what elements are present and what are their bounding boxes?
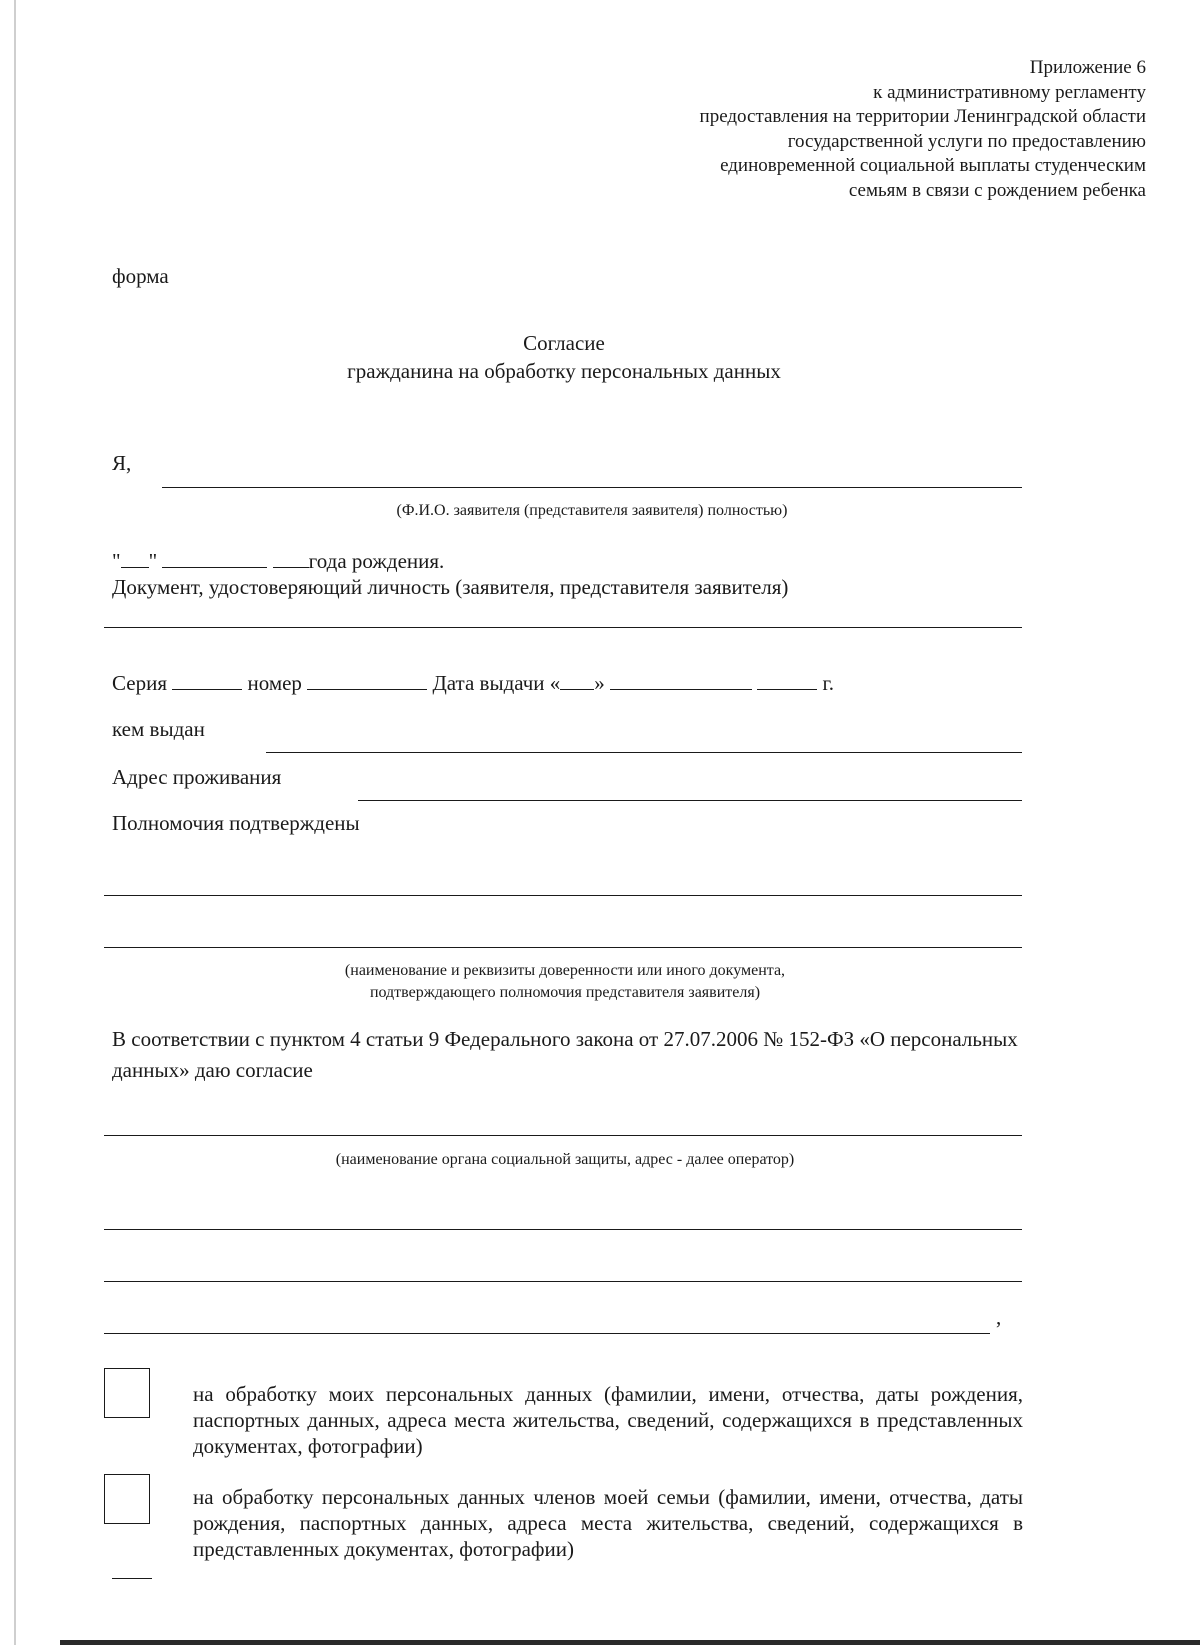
- issued-by-field[interactable]: [266, 752, 1022, 753]
- header-line: к административному регламенту: [873, 81, 1146, 103]
- title-line-2: гражданина на обработку персональных данных: [347, 359, 781, 383]
- issue-day-field[interactable]: [560, 669, 594, 690]
- issue-date-close: »: [594, 671, 605, 695]
- scan-bottom-edge: [60, 1640, 1200, 1645]
- header-line: государственной услуги по предоставлению: [787, 130, 1146, 152]
- authority-label: Полномочия подтверждены: [112, 811, 360, 835]
- operator-caption: (наименование органа социальной защиты, адрес - далее оператор): [335, 1151, 795, 1168]
- authority-caption: [162, 960, 968, 1004]
- header-line: единовременной социальной выплаты студенческим: [720, 155, 1146, 176]
- trailing-dash: [112, 1578, 152, 1579]
- issue-month-field[interactable]: [610, 669, 752, 690]
- year-suffix: г.: [822, 671, 835, 695]
- fullname-caption: (Ф.И.О. заявителя (представителя заявителя) полностью): [396, 502, 788, 519]
- consent-own-data-checkbox[interactable]: [104, 1368, 150, 1418]
- birth-suffix: года рождения.: [308, 549, 445, 573]
- document-title: [112, 329, 1016, 385]
- series-label: Серия: [112, 671, 167, 695]
- birth-day-field[interactable]: [121, 547, 149, 568]
- consent-paragraph: В соответствии с пунктом 4 статьи 9 Федерального закона от 27.07.2006 № 152-ФЗ «О персональных данных» даю согласие: [112, 1027, 1018, 1082]
- header-line: семьям в связи с рождением ребенка: [848, 179, 1146, 201]
- passport-row: [112, 669, 834, 696]
- number-label: номер: [247, 671, 302, 695]
- title-line-1: Согласие: [523, 331, 605, 355]
- issue-date-label: Дата выдачи «: [432, 671, 561, 695]
- fullname-field[interactable]: [162, 487, 1022, 488]
- series-field[interactable]: [172, 669, 242, 690]
- header-line: предоставления на территории Ленинградской области: [699, 106, 1146, 127]
- authority-caption-line-1: (наименование и реквизиты доверенности или иного документа,: [344, 962, 786, 979]
- appendix-header: [446, 56, 1146, 203]
- address-field[interactable]: [358, 800, 1022, 801]
- header-line: Приложение 6: [1029, 57, 1146, 78]
- consent-family-data-checkbox[interactable]: [104, 1474, 150, 1524]
- operator-field[interactable]: [104, 1135, 1022, 1136]
- birth-date-row: [112, 547, 444, 574]
- scan-left-edge: [14, 0, 16, 1645]
- id-document-field[interactable]: [104, 627, 1022, 628]
- form-label: форма: [112, 264, 169, 288]
- applicant-prefix: Я,: [112, 451, 132, 475]
- operator-comma: ,: [996, 1305, 1002, 1329]
- operator-field-line-4[interactable]: [104, 1333, 990, 1334]
- consent-own-data-text: на обработку моих персональных данных (фамилии, имени, отчества, даты рождения, паспортных данных, адреса места жительства, сведений, содержащихся в представленных документах, фотографии): [193, 1382, 1023, 1458]
- id-document-label: Документ, удостоверяющий личность (заявителя, представителя заявителя): [112, 575, 789, 599]
- number-field[interactable]: [307, 669, 427, 690]
- birth-quote-close: ": [148, 549, 158, 573]
- birth-quote-open: ": [112, 549, 121, 573]
- address-label: Адрес проживания: [112, 765, 282, 789]
- issue-year-field[interactable]: [757, 669, 817, 690]
- operator-field-line-2[interactable]: [104, 1229, 1022, 1230]
- operator-field-line-3[interactable]: [104, 1281, 1022, 1282]
- birth-month-field[interactable]: [162, 547, 267, 568]
- authority-field-line-1[interactable]: [104, 895, 1022, 896]
- authority-caption-line-2: подтверждающего полномочия представителя заявителя): [369, 984, 761, 1001]
- issued-by-label: кем выдан: [112, 717, 205, 741]
- authority-field-line-2[interactable]: [104, 947, 1022, 948]
- birth-year-field[interactable]: [273, 547, 309, 568]
- consent-family-data-text: на обработку персональных данных членов моей семьи (фамилии, имени, отчества, даты рождения, паспортных данных, адреса места жительства, сведений, содержащихся в представленных документах, фотографии): [193, 1485, 1023, 1561]
